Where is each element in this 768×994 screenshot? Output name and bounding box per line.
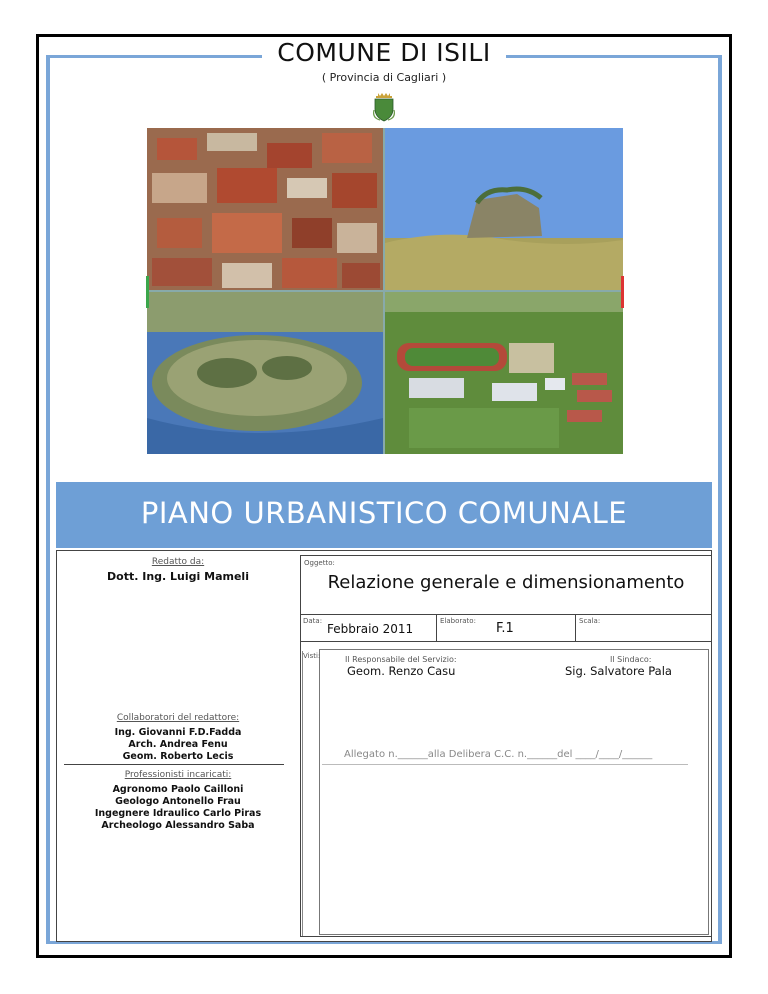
elaborato-scala-divider (575, 614, 576, 641)
page-title: COMUNE DI ISILI (277, 38, 491, 67)
visti-label: Visti: (303, 652, 321, 660)
column-divider (300, 555, 301, 937)
frame-line-top-right (506, 55, 722, 58)
professionista-item: Archeologo Alessandro Saba (101, 820, 255, 831)
data-row-bottom-rule (300, 641, 712, 642)
town-aerial-photo (147, 128, 383, 290)
elaborato-value: F.1 (496, 621, 514, 636)
oggetto-value: Relazione generale e dimensionamento (327, 572, 685, 593)
collaboratori-list (56, 727, 300, 763)
redatto-value: Dott. Ing. Luigi Mameli (107, 570, 249, 583)
collaboratore-item: Geom. Roberto Lecis (122, 751, 234, 762)
redatto-label: Redatto da: (151, 557, 205, 567)
frame-line-right (718, 55, 722, 943)
responsabile-value: Geom. Renzo Casu (347, 664, 456, 678)
data-elaborato-divider (436, 614, 437, 641)
photo-collage (147, 128, 623, 454)
sports-complex-photo (385, 292, 623, 454)
data-value: Febbraio 2011 (327, 622, 414, 636)
flag-marker-left (146, 276, 149, 308)
lake-peninsula-photo (147, 292, 383, 454)
panel-bottom-rule (300, 936, 712, 937)
data-label: Data: (303, 617, 323, 625)
flag-marker-right (621, 276, 624, 308)
oggetto-label: Oggetto: (304, 559, 335, 567)
collaboratore-item: Ing. Giovanni F.D.Fadda (114, 727, 242, 738)
visti-box-left-rule (302, 651, 303, 937)
scala-label: Scala: (579, 617, 601, 625)
collaboratore-item: Arch. Andrea Fenu (128, 739, 228, 750)
professionista-item: Ingegnere Idraulico Carlo Piras (94, 808, 262, 819)
frame-line-top-left (46, 55, 262, 58)
professionisti-list (56, 784, 300, 832)
sindaco-label: Il Sindaco: (610, 655, 652, 664)
professionista-item: Agronomo Paolo Cailloni (112, 784, 244, 795)
sindaco-value: Sig. Salvatore Pala (565, 664, 672, 678)
professionista-item: Geologo Antonello Frau (115, 796, 241, 807)
collaboratori-label: Collaboratori del redattore: (116, 713, 240, 723)
left-column-divider (64, 764, 284, 765)
visti-box (319, 649, 709, 935)
coat-of-arms-icon (372, 92, 396, 122)
responsabile-label: Il Responsabile del Servizio: (345, 655, 457, 664)
oggetto-bottom-rule (300, 614, 712, 615)
nuraghe-photo (385, 128, 623, 290)
elaborato-label: Elaborato: (440, 617, 476, 625)
professionisti-label: Professionisti incaricati: (124, 770, 232, 780)
allegato-line: Allegato n.______alla Delibera C.C. n.______del ____/____/______ (344, 749, 653, 760)
frame-line-left (46, 55, 50, 943)
oggetto-top-rule (300, 555, 712, 556)
page-subtitle: ( Provincia di Cagliari ) (321, 71, 447, 84)
plan-title: PIANO URBANISTICO COMUNALE (140, 496, 628, 530)
allegato-rule (322, 764, 688, 765)
